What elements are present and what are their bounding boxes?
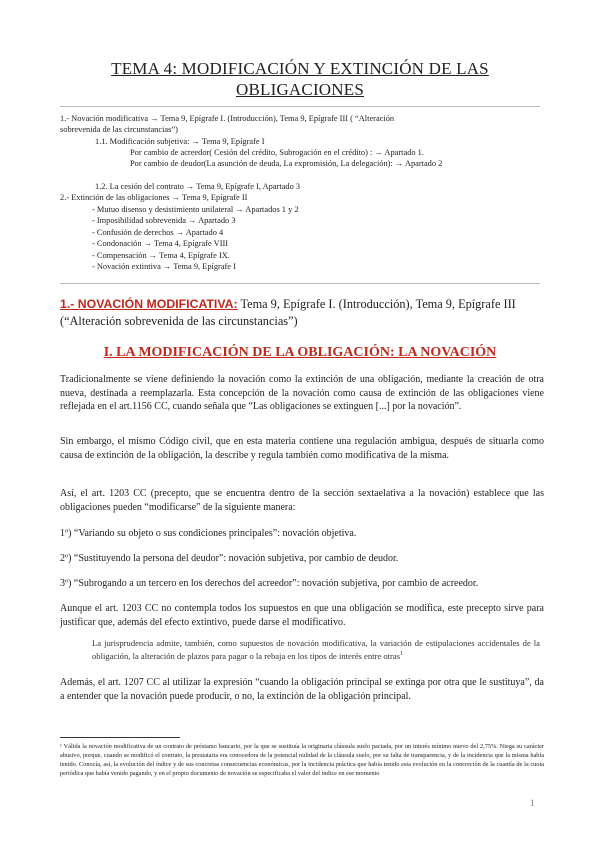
body-paragraph: 3º) “Subrogando a un tercero en los derechos del acreedor”: novación subjetiva, por cambio de acreedor.	[60, 578, 479, 589]
body-paragraph: Tradicionalmente se viene definiendo la novación como la extinción de una obligación, mediante la creación de otra nueva, destinada a reemplazarla. Esta concepción de la novación como causa de extinción de las obligaciones viene reflejada en el art.1156 CC, cuando señala que “Las obligaciones se extinguen [...] por la novación”.	[60, 374, 544, 412]
page-number: 1	[530, 798, 535, 808]
body-paragraph: Además, el art. 1207 CC al utilizar la expresión “cuando la obligación principal se extinga por otra que le sustituya”, da a entender que la novación puede producir, o no, la extinción de la obligación principal.	[60, 677, 544, 702]
toc-line: 1.2. La cesión del contrato → Tema 9, Epígrafe I, Apartado 3	[95, 182, 301, 191]
block-quote	[92, 637, 540, 662]
body-paragraph: 2º) “Sustituyendo la persona del deudor”: novación subjetiva, por cambio de deudor.	[60, 553, 399, 564]
toc-line: - Condonación → Tema 4, Epígrafe VIII	[92, 239, 229, 248]
section-subtitle: I. LA MODIFICACIÓN DE LA OBLIGACIÓN: LA NOVACIÓN	[103, 345, 497, 360]
toc-line: Por cambio de acreedor( Cesión del crédito, Subrogación en el crédito) : → Apartado 1.	[130, 148, 424, 157]
toc-line: 1.1. Modificación subjetiva: → Tema 9, Epígrafe I	[95, 137, 265, 146]
footnote: ¹ Válida la novación modificativa de un contrato de préstamo bancario, por la que se sustituía la originaria cláusula suelo pactada, por un interés mínimo nuevo del 2,75%. Niega su carácter abusivo, porque, cuando se modificó el contrato, la prestataria era conocedora de la potencial nulidad de la cláusula suelo, por su falta de transparencia, y de la incidencia que la misma había tenido. Conocía, así, la evolución del índice y de sus concretas consecuencias económicas, por la incidencia práctica que había tenido esta evolución en la concreción de la cuantía de la cuota periódica que había venido pagando, y en el propio documento de novación se especificaba el valor del índice en ese momento	[60, 743, 544, 777]
body-paragraph: 1º) “Variando su objeto o sus condiciones principales”: novación objetiva.	[60, 528, 357, 539]
toc-line: - Mutuo disenso y desistimiento unilateral → Apartados 1 y 2	[92, 205, 299, 214]
body-paragraph: Aunque el art. 1203 CC no contempla todos los supuestos en que una obligación se modifica, este precepto sirve para justificar que, además del efecto extintivo, puede darse el modificativo.	[60, 603, 544, 628]
page-title-line-2: OBLIGACIONES	[235, 80, 364, 99]
section-heading	[60, 296, 545, 330]
title-divider	[60, 106, 540, 107]
body-paragraph: Sin embargo, el mismo Código civil, que en esta materia contiene una regulación ambigua, después de situarla como causa de extinción de la obligación, la describe y regula también como modificativa de la misma.	[60, 436, 544, 461]
toc-line: Por cambio de deudor(La asunción de deuda, La expromisión, La delegación): → Apartado 2	[130, 159, 443, 168]
toc-line: - Imposibilidad sobrevenida → Apartado 3	[92, 216, 236, 225]
page-title-line-1: TEMA 4: MODIFICACIÓN Y EXTINCIÓN DE LAS	[111, 59, 489, 78]
toc-line: 1.- Novación modificativa → Tema 9, Epígrafe I. (Introducción), Tema 9, Epígrafe III ( “Alteración	[60, 114, 395, 123]
footnote-divider	[60, 737, 180, 738]
footnote-ref[interactable]: 1	[400, 650, 404, 657]
toc-line: - Confusión de derechos → Apartado 4	[92, 228, 224, 237]
toc-line: - Novación extintiva → Tema 9, Epígrafe I	[92, 262, 236, 271]
section-heading-label: 1.- NOVACIÓN MODIFICATIVA:	[60, 297, 238, 311]
toc-line: - Compensación → Tema 4, Epígrafe IX.	[92, 251, 230, 260]
page-title	[60, 58, 540, 100]
section-heading-reference: Tema 9, Epígrafe I. (Introducción), Tema 9, Epígrafe III (“Alteración sobrevenida de las circunstancias”)	[60, 297, 516, 328]
toc-line: 2.- Extinción de las obligaciones → Tema 9, Epígrafe II	[60, 193, 248, 202]
toc-line: sobrevenida de las circunstancias”)	[60, 125, 178, 134]
body-paragraph: Así, el art. 1203 CC (precepto, que se encuentra dentro de la sección sextaelativa a la novación) establece que las obligaciones pueden “modificarse” de la siguiente manera:	[60, 488, 544, 513]
block-quote-text: La jurisprudencia admite, también, como supuestos de novación modificativa, la variación de estipulaciones accidentales de la obligación, la alteración de plazos para pagar o la rebaja en los tipos de interés entre otras	[92, 638, 540, 661]
toc-divider	[60, 283, 540, 284]
